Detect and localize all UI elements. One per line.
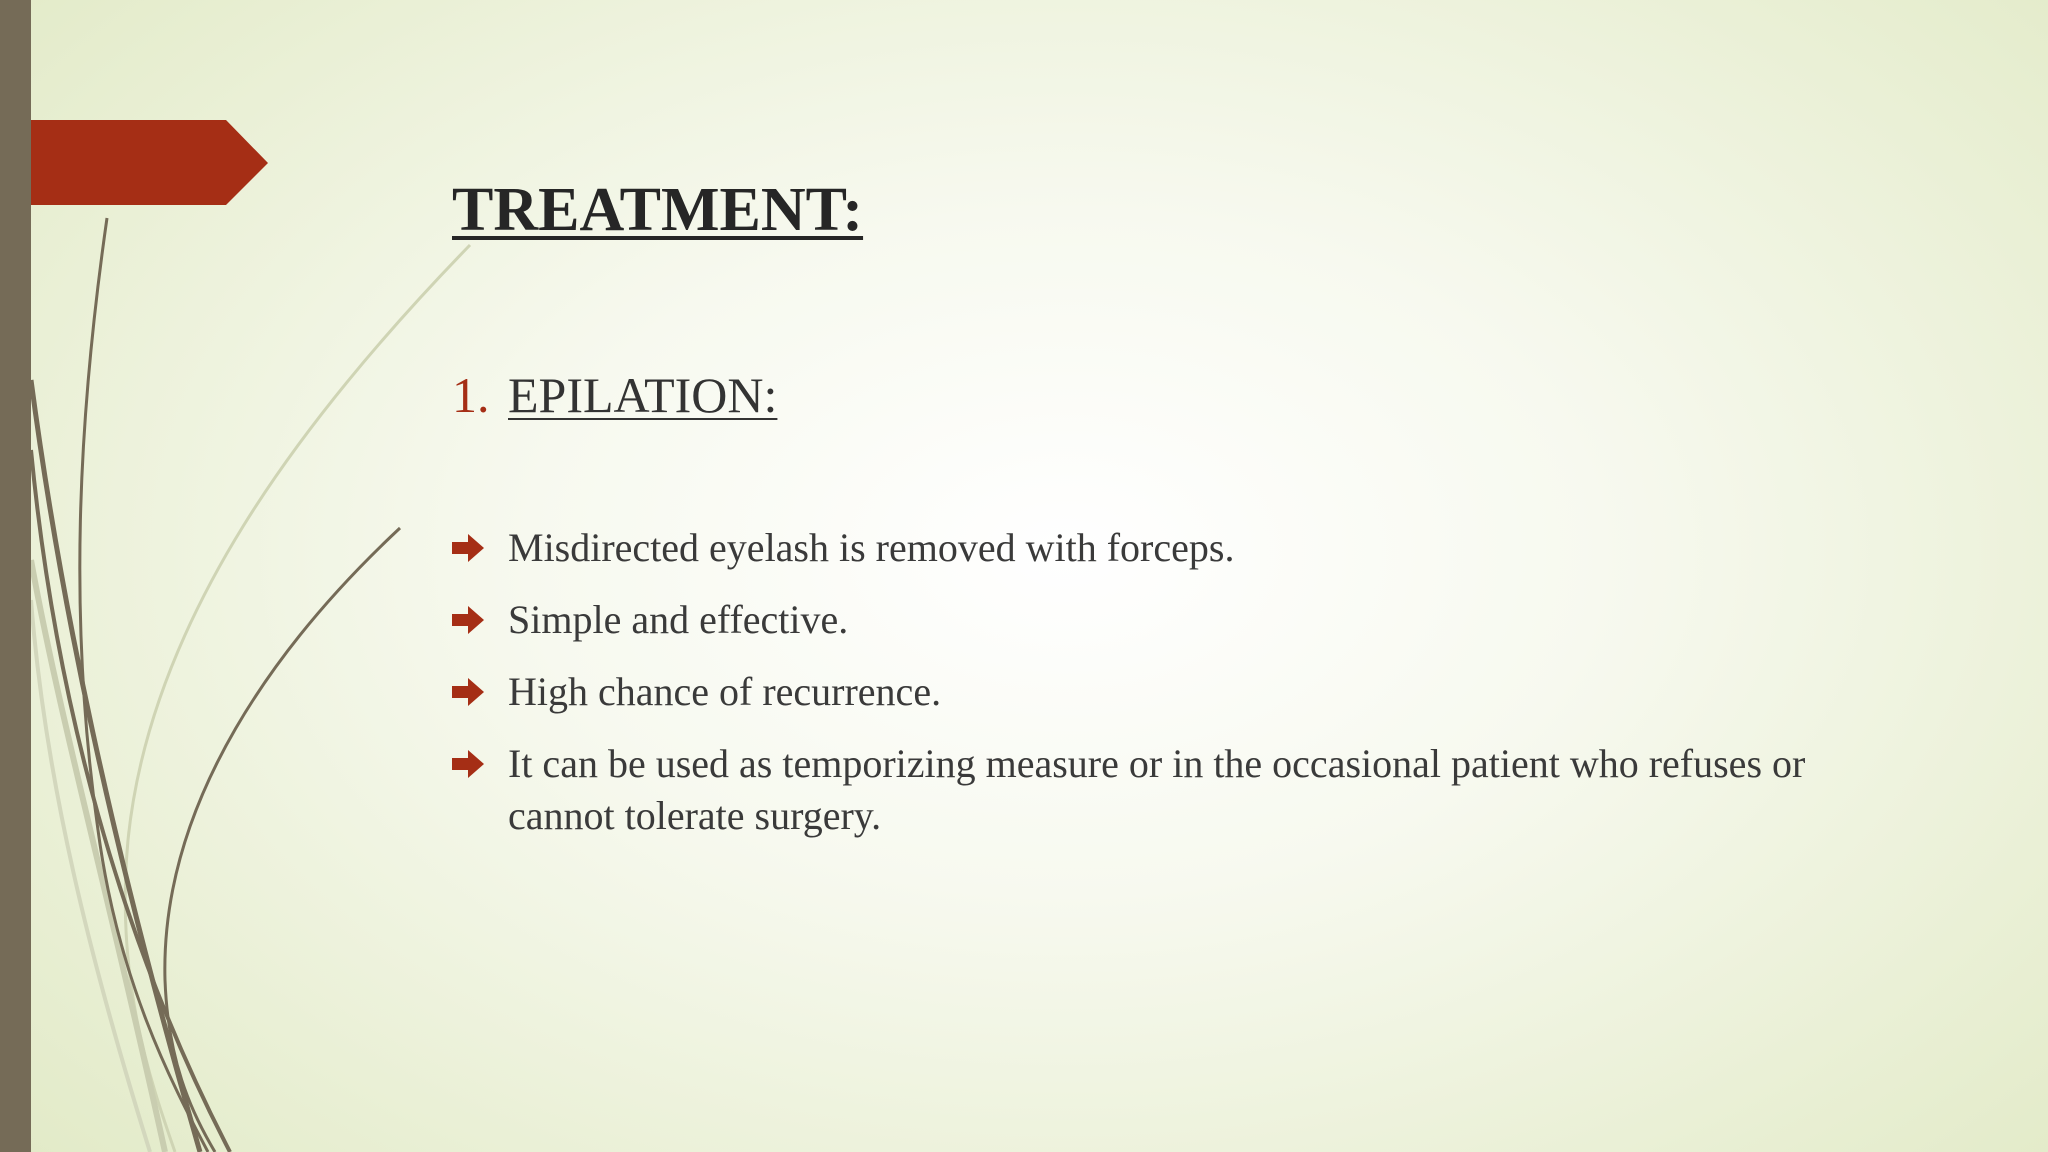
slide-title: TREATMENT:	[452, 176, 864, 244]
bullet-text: Simple and effective.	[508, 597, 849, 642]
side-bar	[0, 0, 31, 1152]
arrow-right-icon	[452, 534, 484, 562]
bullet-list	[452, 522, 1912, 862]
bullet-text: High chance of recurrence.	[508, 669, 942, 714]
section-number: 1.	[452, 367, 490, 423]
arrow-right-icon	[452, 606, 484, 634]
list-item	[452, 666, 1912, 718]
list-item	[452, 738, 1912, 842]
arrow-right-icon	[452, 750, 484, 778]
list-item	[452, 522, 1912, 574]
section-heading-text: EPILATION:	[508, 367, 778, 423]
list-item	[452, 594, 1912, 646]
title-tab-shape	[0, 120, 268, 205]
section-heading	[452, 368, 777, 423]
bullet-text: It can be used as temporizing measure or in the occasional patient who refuses or cannot tolerate surgery.	[508, 741, 1806, 838]
bullet-text: Misdirected eyelash is removed with forceps.	[508, 525, 1235, 570]
arrow-right-icon	[452, 678, 484, 706]
